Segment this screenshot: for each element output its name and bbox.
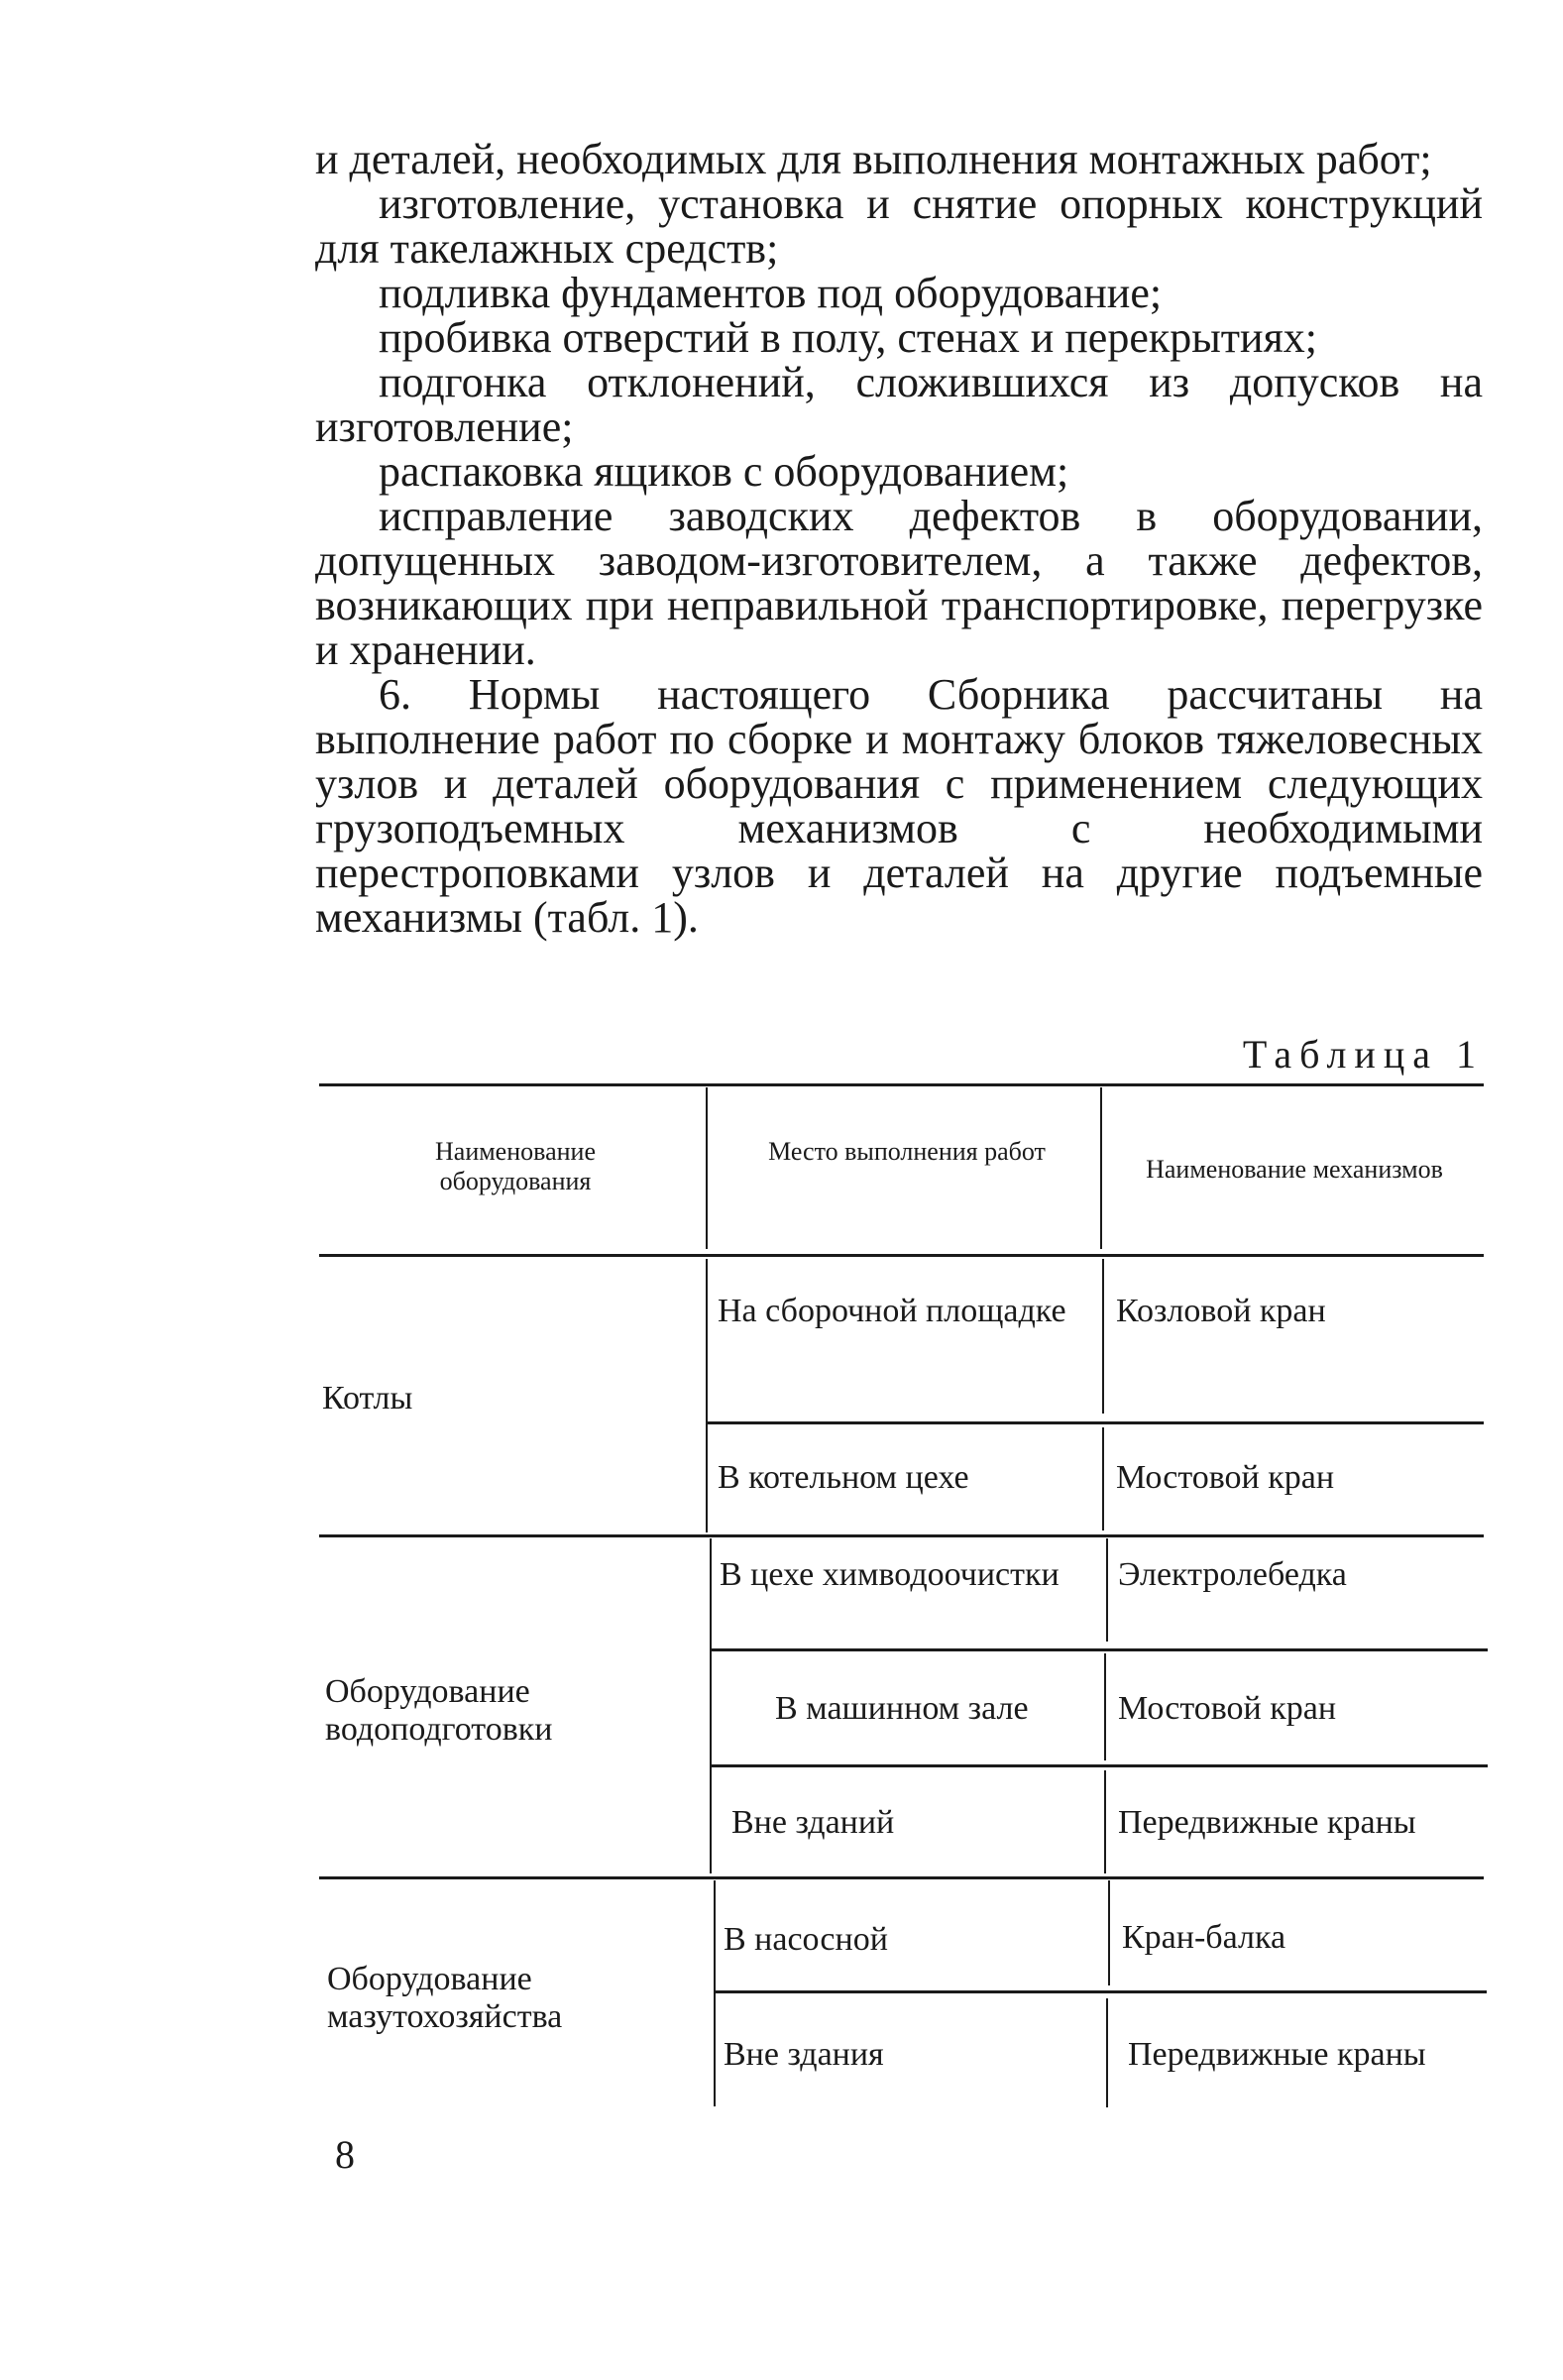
equipment-cell [327,1961,694,2036]
paragraph-continuation: и деталей, необходимых для выполнения монтажных работ; [315,135,1432,183]
place-cell: В котельном цехе [718,1459,969,1496]
group-rule [319,1534,1484,1537]
table-top-rule [319,1083,1484,1086]
header-equipment: Наименование оборудования [435,1137,596,1195]
place-text: На сборочной площадке [718,1293,1066,1329]
paragraph-norms: 6. Нормы настоящего Сборника рассчитаны на выполнение работ по сборке и монтажу блоков тяжеловесных узлов и деталей оборудования с применением следующих грузоподъемных механизмов с необходимыми перестроповками узлов и деталей на другие подъемные механизмы (табл. 1). [315,670,1483,942]
column-divider [714,1880,716,2106]
column-divider [1106,1538,1108,1642]
row-rule [714,1990,1487,1993]
column-divider [1100,1087,1102,1249]
column-divider [1106,1998,1108,2107]
place-cell [718,1293,1086,1330]
column-divider [1108,1880,1110,1985]
equipment-cell: Котлы [322,1380,413,1417]
place-cell: В насосной [724,1921,888,1958]
paragraph-supports: изготовление, установка и снятие опорных конструкций для такелажных средств; [315,179,1483,273]
place-cell: Вне зданий [731,1804,895,1841]
paragraph-foundations: подливка фундаментов под оборудование; [379,269,1163,317]
mechanism-cell: Электролебедка [1118,1556,1347,1593]
column-divider [1102,1259,1104,1414]
paragraph-holes: пробивка отверстий в полу, стенах и перекрытиях; [379,313,1318,362]
paragraph-fitting: подгонка отклонений, сложившихся из допусков на изготовление; [315,358,1483,451]
header-mechanism: Наименование механизмов [1146,1155,1443,1184]
row-rule [710,1764,1488,1767]
column-divider [1104,1770,1106,1873]
table-caption: Таблица 1 [1242,1032,1484,1077]
column-divider [706,1087,708,1249]
mechanism-cell: Кран-балка [1122,1919,1286,1956]
mechanism-cell: Мостовой кран [1118,1690,1337,1727]
mechanism-cell: Передвижные краны [1128,2036,1426,2073]
column-divider [1102,1427,1104,1530]
table-header-rule [319,1254,1484,1257]
mechanism-cell: Передвижные краны [1118,1804,1416,1841]
mechanism-cell: Козловой кран [1116,1293,1326,1329]
equipment-text: Оборудование мазутохозяйства [327,1961,563,2035]
group-rule [319,1876,1484,1879]
equipment-cell [325,1673,692,1749]
body-text [315,137,1483,940]
place-cell: Вне здания [724,2036,884,2073]
row-rule [710,1648,1488,1651]
place-cell: В машинном зале [775,1690,1029,1727]
place-cell: В цехе химводоочистки [720,1556,1060,1593]
column-divider [706,1259,708,1532]
page-number: 8 [335,2132,355,2177]
paragraph-unpacking: распаковка ящиков с оборудованием; [379,447,1069,496]
row-rule [706,1421,1484,1424]
column-divider [710,1538,712,1873]
equipment-text: Оборудование водоподготовки [325,1673,553,1748]
header-place: Место выполнения работ [768,1137,1046,1166]
paragraph-defects: исправление заводских дефектов в оборудовании, допущенных заводом-изготовителем, а также дефектов, возникающих при неправильной транспортировке, перегрузке и хранении. [315,492,1483,674]
column-divider [1104,1653,1106,1760]
mechanism-cell: Мостовой кран [1116,1459,1335,1496]
